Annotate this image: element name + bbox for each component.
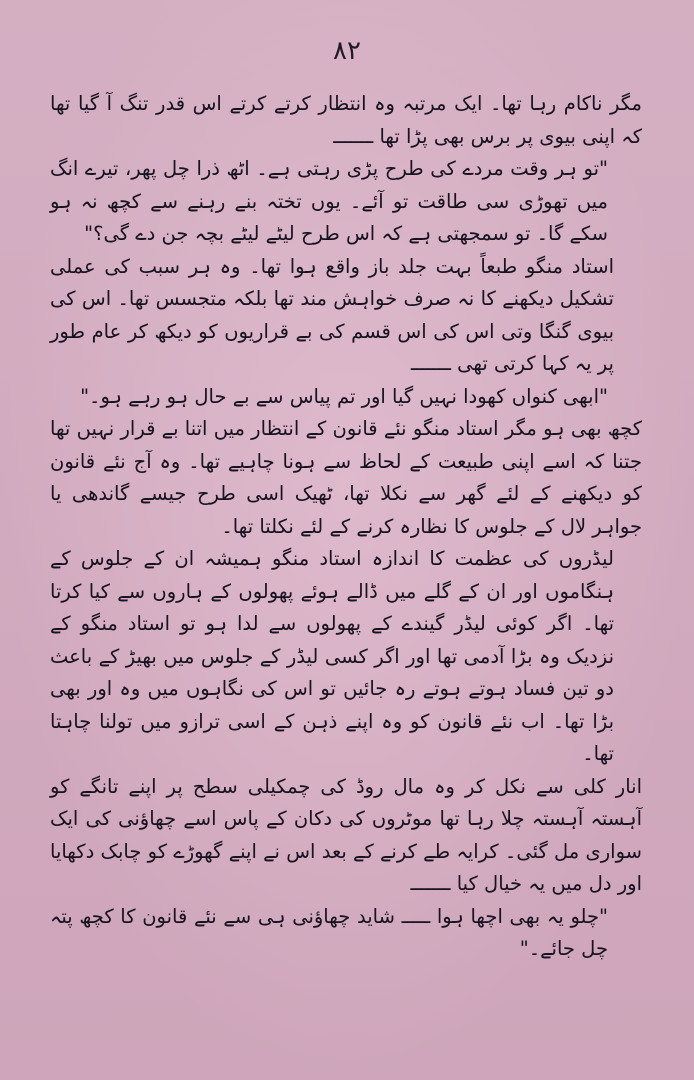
paragraph-7: انار کلی سے نکل کر وہ مال روڈ کی چمکیلی سطح پر اپنے تانگے کو آہستہ آہستہ چلا رہا تھا موٹروں کی دکان کے پاس اسے چھاؤنی کی ایک سواری مل گئی۔ کرایہ طے کرنے کے بعد اس نے اپنے گھوڑے کو چابک دکھایا اور دل میں یہ خیال کیا ـــــــ xyxy=(50,774,642,895)
paragraph-4-quote: "ابھی کنواں کھودا نہیں گیا اور تم پیاس سے بے حال ہو رہے ہو۔" xyxy=(80,384,608,408)
paragraph-1: مگر ناکام رہا تھا۔ ایک مرتبہ وہ انتظار کرتے کرتے اس قدر تنگ آ گیا تھا کہ اپنی بیوی پر برس بھی پڑا تھا ـــــــ xyxy=(50,92,642,148)
paragraph-6: لیڈروں کی عظمت کا اندازہ استاد منگو ہمیشہ ان کے جلوس کے ہنگاموں اور ان کے گلے میں ڈالے ہوئے پھولوں کے ہاروں سے کیا کرتا تھا۔ اگر کوئی لیڈر گیندے کے پھولوں سے لدا ہو تو استاد منگو کے نزدیک وہ بڑا آدمی تھا اور اگر کسی لیڈر کے جلوس میں بھیڑ کے باعث دو تین فساد ہوتے ہوتے رہ جائیں تو اس کی نگاہوں میں وہ اور بھی بڑا تھا۔ اب نئے قانون کو وہ اپنے ذہن کے اسی ترازو میں تولنا چاہتا تھا۔ xyxy=(50,547,614,765)
paragraph-2-quote: "تو ہر وقت مردے کی طرح پڑی رہتی ہے۔ اٹھ ذرا چل پھر، تیرے انگ میں تھوڑی سی طاقت تو آئے۔ یوں تختہ بنے رہنے سے کچھ نہ ہو سکے گا۔ تو سمجھتی ہے کہ اس طرح لیٹے لیٹے بچہ جن دے گی؟" xyxy=(50,157,608,245)
page-number: ۸۲ xyxy=(333,36,361,66)
paragraph-5: کچھ بھی ہو مگر استاد منگو نئے قانون کے انتظار میں اتنا بے قرار نہیں تھا جتنا کہ اسے اپنی طبیعت کے لحاظ سے ہونا چاہیے تھا۔ وہ آج نئے قانون کو دیکھنے کے لئے گھر سے نکلا تھا، ٹھیک اسی طرح جیسے گاندھی یا جواہر لال کے جلوس کا نظارہ کرنے کے لئے نکلتا تھا۔ xyxy=(50,417,642,538)
page-body-text xyxy=(50,88,642,966)
paragraph-3: استاد منگو طبعاً بہت جلد باز واقع ہوا تھا۔ وہ ہر سبب کی عملی تشکیل دیکھنے کا نہ صرف خواہش مند تھا بلکہ متجسس تھا۔ اس کی بیوی گنگا وتی اس کی اس قسم کی بے قراریوں کو دیکھ کر عام طور پر یہ کہا کرتی تھی ـــــــ xyxy=(50,254,614,375)
paragraph-8-quote: "چلو یہ بھی اچھا ہوا ـــــ شاید چھاؤنی ہی سے نئے قانون کا کچھ پتہ چل جائے۔" xyxy=(50,904,608,960)
